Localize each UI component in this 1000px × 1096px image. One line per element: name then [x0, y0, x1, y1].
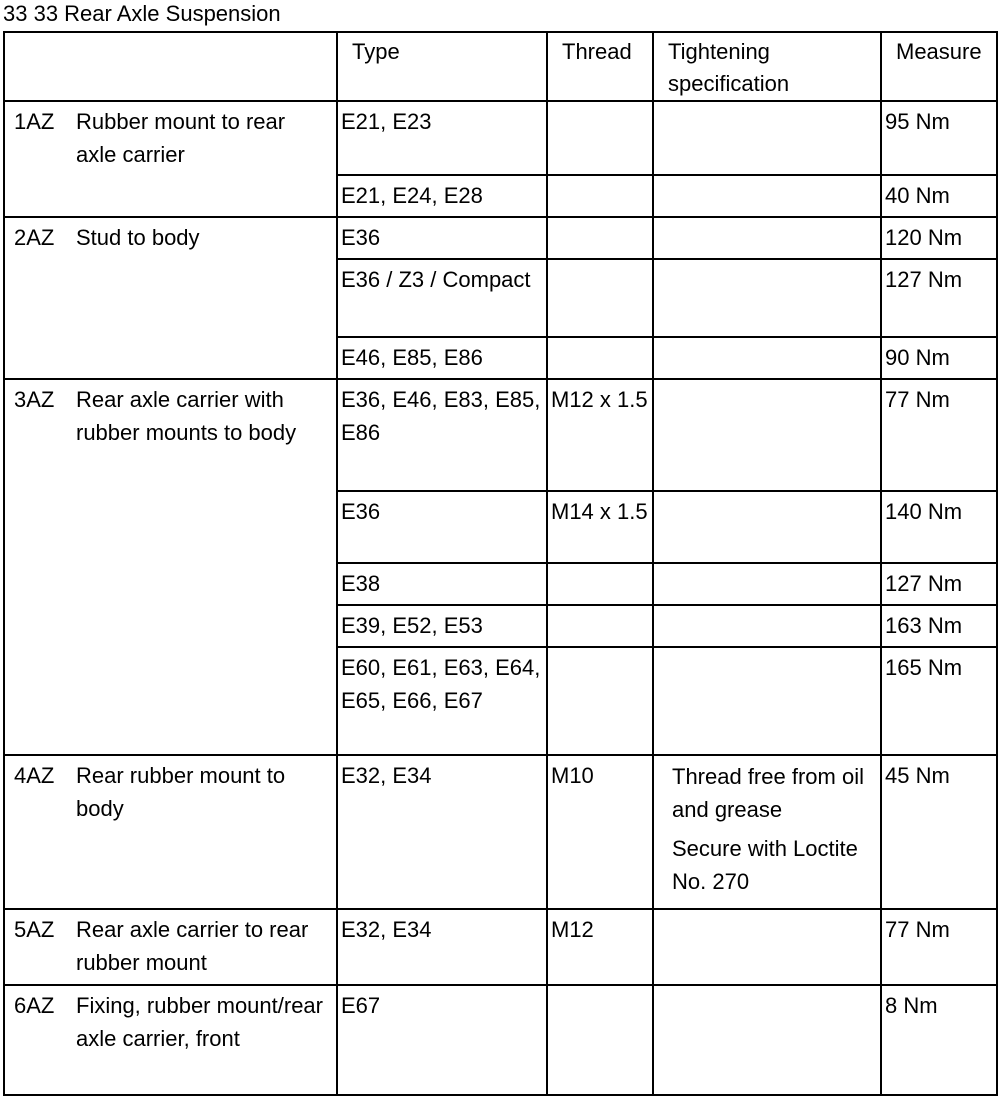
measure-cell: 77 Nm	[881, 379, 997, 491]
item-description: Rear axle carrier with rubber mounts to body	[76, 387, 297, 445]
thread-cell: M10	[547, 755, 653, 909]
tightening-cell	[653, 985, 881, 1095]
table-row	[4, 755, 997, 909]
header-type: Type	[337, 32, 547, 101]
header-tightening: Tightening specification	[653, 32, 881, 101]
item-cell	[4, 985, 337, 1095]
item-cell	[4, 217, 337, 379]
type-cell: E67	[337, 985, 547, 1095]
item-cell	[4, 379, 337, 755]
thread-cell	[547, 175, 653, 217]
tightening-note: Secure with Loctite No. 270	[672, 836, 858, 894]
tightening-note: Thread free from oil and grease	[672, 764, 864, 822]
header-thread: Thread	[547, 32, 653, 101]
item-code: 5AZ	[14, 917, 55, 942]
header-item	[4, 32, 337, 101]
measure-cell: 127 Nm	[881, 563, 997, 605]
table-row	[4, 379, 997, 491]
tightening-cell	[653, 563, 881, 605]
measure-cell: 120 Nm	[881, 217, 997, 259]
measure-cell: 165 Nm	[881, 647, 997, 755]
type-cell: E38	[337, 563, 547, 605]
tightening-cell	[653, 337, 881, 379]
type-cell: E36 / Z3 / Compact	[337, 259, 547, 337]
measure-cell: 95 Nm	[881, 101, 997, 175]
thread-cell	[547, 605, 653, 647]
tightening-cell	[653, 259, 881, 337]
measure-cell: 8 Nm	[881, 985, 997, 1095]
type-cell: E36, E46, E83, E85, E86	[337, 379, 547, 491]
item-code: 4AZ	[14, 763, 55, 788]
item-cell	[4, 101, 337, 217]
thread-cell	[547, 217, 653, 259]
tightening-cell	[653, 909, 881, 985]
thread-cell: M12	[547, 909, 653, 985]
tightening-cell	[653, 647, 881, 755]
tightening-cell	[653, 755, 881, 909]
tightening-cell	[653, 175, 881, 217]
measure-cell: 90 Nm	[881, 337, 997, 379]
tightening-cell	[653, 101, 881, 175]
item-code: 6AZ	[14, 993, 55, 1018]
thread-cell	[547, 337, 653, 379]
thread-cell	[547, 101, 653, 175]
header-row	[4, 32, 997, 101]
item-description: Rear axle carrier to rear rubber mount	[76, 917, 309, 975]
header-measure: Measure	[881, 32, 997, 101]
type-cell: E21, E23	[337, 101, 547, 175]
item-cell	[4, 755, 337, 909]
tightening-cell	[653, 491, 881, 563]
tightening-cell	[653, 217, 881, 259]
type-cell: E32, E34	[337, 909, 547, 985]
thread-cell: M14 x 1.5	[547, 491, 653, 563]
thread-cell	[547, 563, 653, 605]
measure-cell: 40 Nm	[881, 175, 997, 217]
type-cell: E46, E85, E86	[337, 337, 547, 379]
measure-cell: 45 Nm	[881, 755, 997, 909]
measure-cell: 140 Nm	[881, 491, 997, 563]
type-cell: E39, E52, E53	[337, 605, 547, 647]
page-title: 33 33 Rear Axle Suspension	[3, 1, 281, 26]
item-code: 1AZ	[14, 109, 55, 134]
item-code: 2AZ	[14, 225, 55, 250]
type-cell: E32, E34	[337, 755, 547, 909]
table-row	[4, 909, 997, 985]
measure-cell: 127 Nm	[881, 259, 997, 337]
thread-cell: M12 x 1.5	[547, 379, 653, 491]
item-description: Stud to body	[76, 225, 200, 250]
table-row	[4, 985, 997, 1095]
type-cell: E60, E61, E63, E64, E65, E66, E67	[337, 647, 547, 755]
table-row	[4, 217, 997, 259]
thread-cell	[547, 259, 653, 337]
tightening-cell	[653, 605, 881, 647]
tightening-cell	[653, 379, 881, 491]
table-row	[4, 101, 997, 175]
type-cell: E36	[337, 491, 547, 563]
measure-cell: 77 Nm	[881, 909, 997, 985]
type-cell: E21, E24, E28	[337, 175, 547, 217]
item-cell	[4, 909, 337, 985]
thread-cell	[547, 647, 653, 755]
item-description: Rubber mount to rear axle carrier	[76, 109, 286, 167]
item-code: 3AZ	[14, 387, 55, 412]
measure-cell: 163 Nm	[881, 605, 997, 647]
item-description: Rear rubber mount to body	[76, 763, 286, 821]
item-description: Fixing, rubber mount/rear axle carrier, front	[76, 993, 323, 1051]
thread-cell	[547, 985, 653, 1095]
torque-spec-table	[3, 31, 998, 1096]
type-cell: E36	[337, 217, 547, 259]
